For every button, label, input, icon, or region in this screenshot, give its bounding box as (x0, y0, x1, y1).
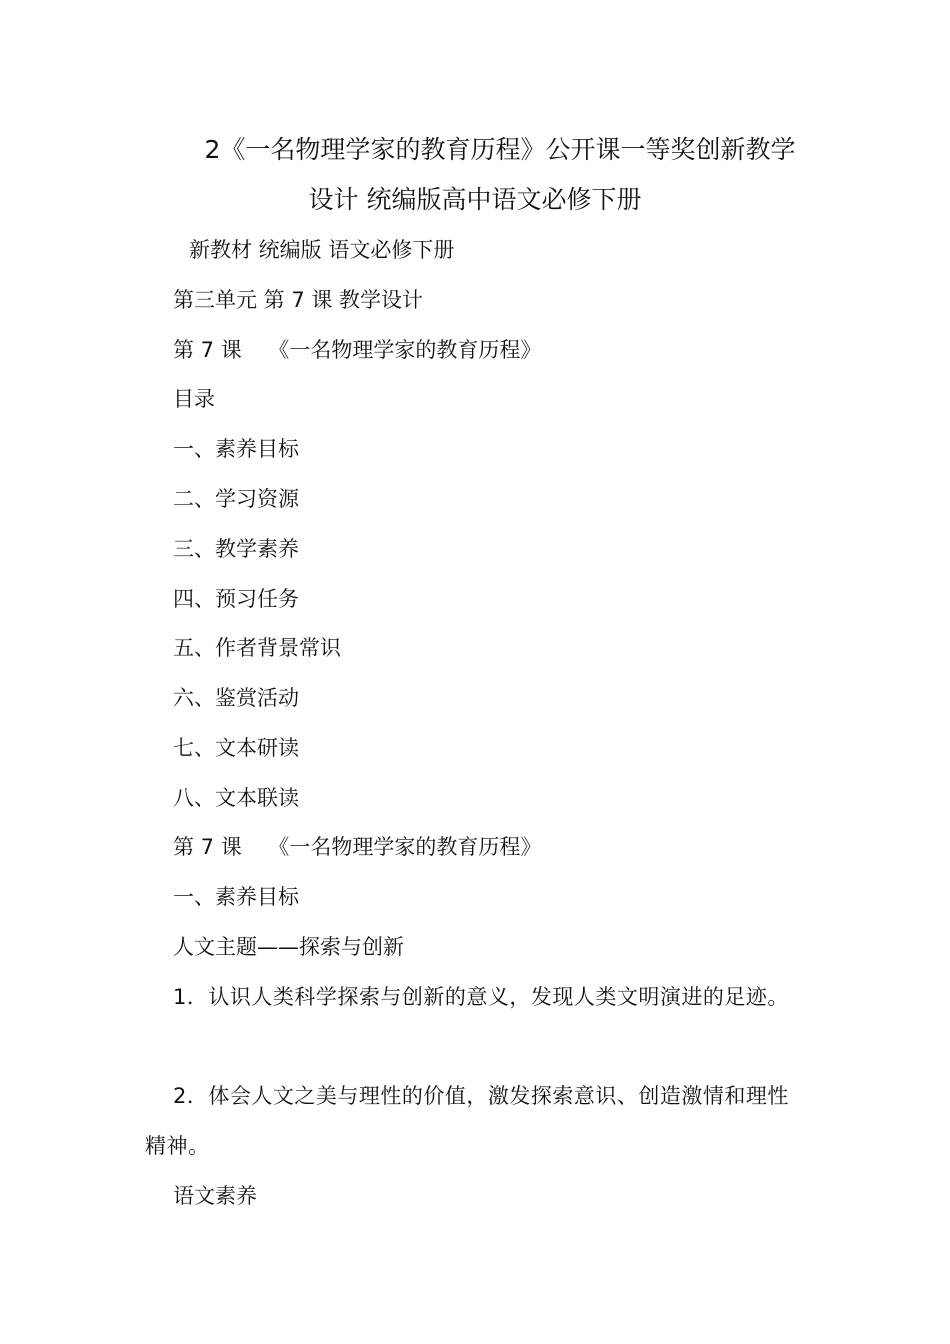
toc-item: 八、文本联读 (173, 786, 299, 810)
toc-item: 一、素养目标 (173, 437, 299, 461)
document-title-line-1: 2《一名物理学家的教育历程》公开课一等奖创新教学 (204, 135, 796, 164)
toc-item: 六、鉴赏活动 (173, 686, 299, 710)
toc-item: 七、文本研读 (173, 736, 299, 760)
toc-item: 二、学习资源 (173, 487, 299, 511)
goal-paragraph-2: 2．体会人文之美与理性的价值，激发探索意识、创造激情和理性精神。 (145, 1084, 789, 1158)
goal-paragraph-1: 1．认识人类科学探索与创新的意义，发现人类文明演进的足迹。 (173, 985, 789, 1009)
lesson-line-repeat: 第 7 课 《一名物理学家的教育历程》 (173, 835, 542, 859)
subtitle: 新教材 统编版 语文必修下册 (189, 238, 455, 262)
chinese-literacy-heading: 语文素养 (173, 1184, 257, 1208)
toc-heading: 目录 (173, 387, 215, 411)
toc-item: 四、预习任务 (173, 587, 299, 611)
humanities-theme: 人文主题——探索与创新 (173, 935, 404, 959)
document-title-line-2: 设计 统编版高中语文必修下册 (308, 185, 642, 214)
lesson-line: 第 7 课 《一名物理学家的教育历程》 (173, 338, 542, 362)
section-heading: 一、素养目标 (173, 885, 299, 909)
unit-line: 第三单元 第 7 课 教学设计 (173, 288, 424, 312)
toc-item: 五、作者背景常识 (173, 636, 341, 660)
toc-item: 三、教学素养 (173, 537, 299, 561)
